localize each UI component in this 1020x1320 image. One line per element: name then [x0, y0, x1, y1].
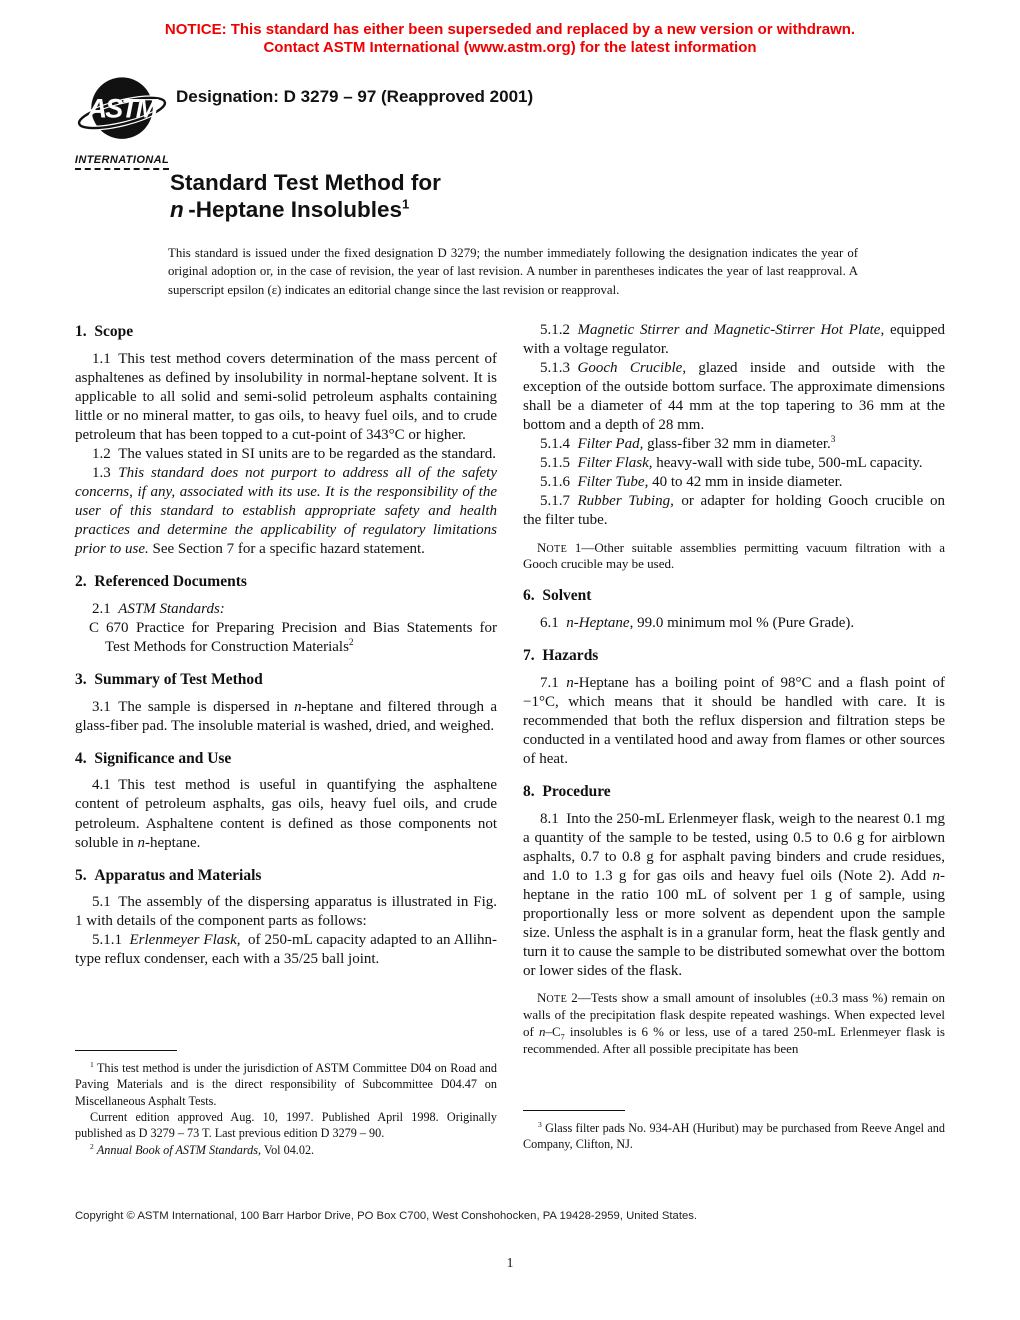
footnotes-right [523, 1110, 945, 1153]
body-paragraph: 5.1.3 Gooch Crucible, glazed inside and outside with the exception of the outside bottom surface. The approximate dimensions shall be a diameter of 44 mm at the top tapering to 36 mm at the bottom and a depth of 28 mm. [523, 360, 946, 434]
footnote: $^1$ This test method is under the jurisdiction of ASTM Committee D04 on Road and Paving Materials and is the direct responsibility of Subcommittee D04.47 on Miscellaneous Asphalt Tests. [75, 1059, 497, 1108]
body-paragraph: 8.1 Into the 250-mL Erlenmeyer flask, weigh to the nearest 0.1 mg a quantity of the sample to be tested, using 0.5 to 0.6 g for airblown asphalts, 0.7 to 0.8 g for asphalt paving binders and crude residues, and 1.0 to 1.3 g for gas oils and heavy fuel oils (Note 2). Add n-heptane in the ratio 100 mL of solvent per 1 g of sample, using proportionally less or more solvent as dependent upon the sample size. Unless the asphalt is in a granular form, heat the flask gently and turn it to cause the sample to be distributed somewhat over the bottom or lower sides of the flask. [523, 810, 945, 979]
reference-entry: C 670 Practice for Preparing Precision and Bias Statements for Test Methods for Construction Materials$^2$ [89, 619, 497, 655]
superseded-notice [0, 21, 1020, 56]
section-heading: 4. Significance and Use [75, 749, 232, 767]
astm-globe-icon [74, 72, 170, 150]
body-paragraph: 5.1.2 Magnetic Stirrer and Magnetic-Stirrer Hot Plate, equipped with a voltage regulator. [523, 322, 946, 358]
footnote-separator [75, 1050, 177, 1051]
title-line2: n -Heptane Insolubles$^1$ [170, 196, 410, 222]
section-heading: 5. Apparatus and Materials [75, 866, 262, 884]
section-heading: 3. Summary of Test Method [75, 671, 263, 688]
note-paragraph: NOTE 2—Tests show a small amount of insolubles (±0.3 mass %) remain on walls of the precipitation flask despite repeated washings. When expected level of $n-C_7$ insolubles is 6 % or less, use of a tared 250-mL Erlenmeyer flask is recommended. After all possible precipitate has been [523, 990, 945, 1056]
footnote: $^3$ Glass filter pads No. 934-AH (Huribut) may be purchased from Reeve Angel and Company, Clifton, NJ. [523, 1119, 945, 1152]
notice-line1: NOTICE: This standard has either been superseded and replaced by a new version or withdrawn. [164, 21, 856, 38]
body-paragraph: 7.1 n-Heptane has a boiling point of 98°C and a flash point of −1°C, which means that it should be handled with care. It is recommended that both the reflux dispersion and filtration steps be conducted in a ventilated hood and away from flames or other sources of heat. [523, 674, 945, 767]
body-paragraph: 5.1.5 Filter Flask, heavy-wall with side tube, 500-mL capacity. [540, 455, 923, 472]
body-paragraph: 5.1.7 Rubber Tubing, or adapter for holding Gooch crucible on the filter tube. [523, 493, 945, 529]
body-paragraph: 5.1 The assembly of the dispersing apparatus is illustrated in Fig. 1 with details of the component parts as follows: [75, 894, 497, 930]
section-heading: 6. Solvent [523, 587, 592, 605]
body-paragraph: 5.1.4 Filter Pad, glass-fiber 32 mm in diameter.$^3$ [540, 435, 836, 453]
footnote: Current edition approved Aug. 10, 1997. Published April 1998. Originally published as D 3279 – 73 T. Last previous edition D 3279 – 90. [75, 1110, 497, 1141]
note-paragraph: NOTE 1—Other suitable assemblies permitting vacuum filtration with a Gooch crucible may be used. [523, 539, 945, 572]
body-paragraph: 2.1 ASTM Standards: [92, 600, 225, 617]
copyright-line: Copyright © ASTM International, 100 Barr Harbor Drive, PO Box C700, West Conshohocken, PA 19428-2959, United States. [75, 1210, 698, 1222]
body-paragraph: 3.1 The sample is dispersed in n-heptane and filtered through a glass-fiber pad. The insoluble material is washed, dried, and weighed. [75, 698, 497, 734]
section-heading: 2. Referenced Documents [75, 573, 247, 591]
section-heading: 8. Procedure [523, 782, 611, 800]
body-paragraph: 1.3 This standard does not purport to address all of the safety concerns, if any, associated with its use. It is the responsibility of the user of this standard to establish appropriate safety and health practices and determine the applicability of regulatory limitations prior to use. See Section 7 for a specific hazard statement. [75, 464, 497, 558]
page-number: 1 [506, 1255, 514, 1270]
body-paragraph: 4.1 This test method is useful in quantifying the asphaltene content of petroleum asphalts, gas oils, heavy fuel oils, and crude petroleum. Asphaltene content is defined as those components not soluble in n-heptane. [75, 777, 497, 851]
left-column [75, 321, 497, 969]
designation: Designation: D 3279 – 97 (Reapproved 2001) [176, 87, 534, 106]
preamble-paragraph: This standard is issued under the fixed designation D 3279; the number immediately following the designation indicates the year of original adoption or, in the case of revision, the year of last revision. A number in parentheses indicates the year of last reapproval. A superscript epsilon (ε) indicates an editorial change since the last revision or reapproval. [168, 246, 858, 297]
notice-line2: Contact ASTM International (www.astm.org) for the latest information [263, 38, 757, 56]
right-column [523, 321, 945, 1063]
body-paragraph: 1.2 The values stated in SI units are to be regarded as the standard. [92, 445, 497, 462]
title-line1: Standard Test Method for [170, 170, 441, 195]
body-paragraph: 5.1.6 Filter Tube, 40 to 42 mm in inside diameter. [540, 474, 843, 491]
body-paragraph: 5.1.1 Erlenmeyer Flask, of 250-mL capacity adapted to an Allihn-type reflux condenser, each with a 35/25 ball joint. [75, 932, 497, 968]
astm-logo [70, 72, 174, 170]
body-paragraph: 6.1 n-Heptane, 99.0 minimum mol % (Pure Grade). [540, 614, 855, 631]
body-paragraph: 1.1 This test method covers determination of the mass percent of asphaltenes as defined by insolubility in normal-heptane solvent. It is applicable to all solid and semi-solid petroleum asphalts containing little or no mineral matter, to gas oils, to heavy fuel oils, and to crude petroleum that has been topped to a cut-point of 343°C or higher. [75, 350, 497, 443]
section-heading: 1. Scope [75, 323, 134, 340]
footnote: $^2$ Annual Book of ASTM Standards, Vol 04.02. [90, 1141, 315, 1157]
section-heading: 7. Hazards [523, 647, 599, 665]
logo-acronym: ASTM [87, 93, 157, 124]
document-title [170, 169, 441, 223]
footnote-separator [523, 1110, 625, 1111]
footnotes-left [75, 1050, 497, 1158]
logo-subtitle: INTERNATIONAL [75, 154, 169, 170]
